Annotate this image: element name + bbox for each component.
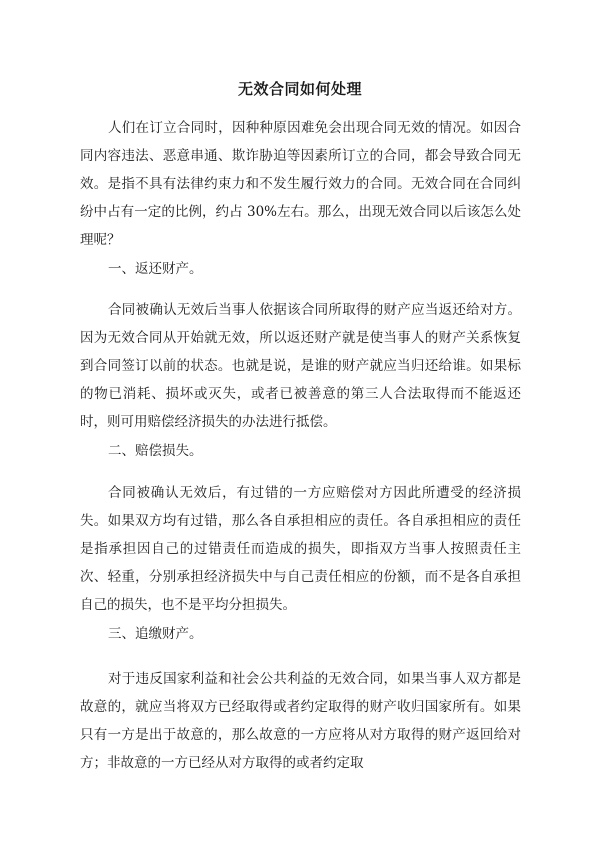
intro-paragraph: 人们在订立合同时，因种种原因难免会出现合同无效的情况。如因合同内容违法、恶意串通、欺诈胁迫等因素所订立的合同，都会导致合同无效。是指不具有法律约束力和不发生履行效力的合同。无效合同在合同纠纷中占有一定的比例，约占 30%左右。那么，出现无效合同以后该怎么处理呢？: [80, 120, 521, 248]
section-2-body: 合同被确认无效后，有过错的一方应赔偿对方因此所遭受的经济损失。如果双方均有过错，那么各自承担相应的责任。各自承担相应的责任是指承担因自己的过错责任而造成的损失，即指双方当事人按照责任主次、轻重，分别承担经济损失中与自己责任相应的份额，而不是各自承担自己的损失，也不是平均分担损失。: [80, 485, 521, 613]
section-3-heading: 三、追缴财产。: [108, 626, 203, 642]
section-2-heading: 二、赔偿损失。: [108, 443, 203, 459]
section-1-heading: 一、返还财产。: [108, 261, 203, 277]
document-title: 无效合同如何处理: [237, 80, 362, 99]
section-1-body: 合同被确认无效后当事人依据该合同所取得的财产应当返还给对方。因为无效合同从开始就无效，所以返还财产就是使当事人的财产关系恢复到合同签订以前的状态。也就是说，是谁的财产就应当归还给谁。如果标的物已消耗、损坏或灭失，或者已被善意的第三人合法取得而不能返还时，则可用赔偿经济损失的办法进行抵偿。: [80, 302, 521, 430]
section-3-body: 对于违反国家利益和社会公共利益的无效合同，如果当事人双方都是故意的，就应当将双方已经取得或者约定取得的财产收归国家所有。如果只有一方是出于故意的，那么故意的一方应将从对方取得的财产返回给对方；非故意的一方已经从对方取得的或者约定取: [80, 671, 521, 771]
